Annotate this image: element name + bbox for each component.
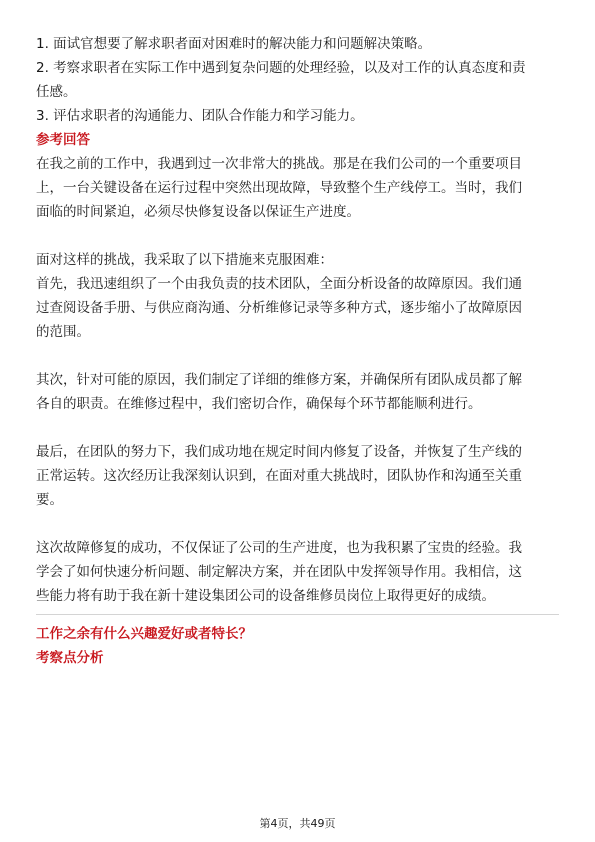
answer-line: 面对这样的挑战，我采取了以下措施来克服困难： — [36, 252, 333, 268]
answer-line: 这次故障修复的成功，不仅保证了公司的生产进度，也为我积累了宝贵的经验。我 — [36, 540, 522, 556]
answer-line: 各自的职责。在维修过程中，我们密切合作，确保每个环节都能顺利进行。 — [36, 396, 482, 412]
answer-line: 在我之前的工作中，我遇到过一次非常大的挑战。那是在我们公司的一个重要项目 — [36, 156, 522, 172]
paragraph-gap — [36, 416, 559, 440]
answer-line: 首先，我迅速组织了一个由我负责的技术团队，全面分析设备的故障原因。我们通 — [36, 276, 522, 292]
next-section-heading: 考察点分析 — [36, 650, 104, 666]
answer-line: 要。 — [36, 492, 63, 508]
answer-paragraph — [36, 440, 559, 512]
answer-line: 上，一台关键设备在运行过程中突然出现故障，导致整个生产线停工。当时，我们 — [36, 180, 522, 196]
exam-point-line: 2. 考察求职者在实际工作中遇到复杂问题的处理经验，以及对工作的认真态度和责 — [36, 60, 526, 76]
exam-point-line: 3. 评估求职者的沟通能力、团队合作能力和学习能力。 — [36, 108, 364, 124]
answer-line: 其次，针对可能的原因，我们制定了详细的维修方案，并确保所有团队成员都了解 — [36, 372, 522, 388]
answer-line: 面临的时间紧迫，必须尽快修复设备以保证生产进度。 — [36, 204, 360, 220]
section-divider — [36, 614, 559, 615]
paragraph-gap — [36, 512, 559, 536]
paragraph-gap — [36, 344, 559, 368]
answer-line: 正常运转。这次经历让我深刻认识到，在面对重大挑战时，团队协作和沟通至关重 — [36, 468, 522, 484]
next-question-title: 工作之余有什么兴趣爱好或者特长？ — [36, 626, 252, 642]
answer-line: 过查阅设备手册、与供应商沟通、分析维修记录等多种方式，逐步缩小了故障原因 — [36, 300, 522, 316]
page-content — [36, 32, 559, 670]
answer-heading: 参考回答 — [36, 132, 90, 148]
answer-paragraph — [36, 152, 559, 224]
page-number-footer: 第4页，共49页 — [259, 817, 336, 830]
answer-paragraph — [36, 536, 559, 608]
exam-point-line: 1. 面试官想要了解求职者面对困难时的解决能力和问题解决策略。 — [36, 36, 432, 52]
answer-line: 最后，在团队的努力下，我们成功地在规定时间内修复了设备，并恢复了生产线的 — [36, 444, 522, 460]
answer-line: 学会了如何快速分析问题、制定解决方案，并在团队中发挥领导作用。我相信，这 — [36, 564, 522, 580]
answer-paragraph — [36, 368, 559, 416]
exam-point-line: 任感。 — [36, 84, 77, 100]
answer-line: 的范围。 — [36, 324, 90, 340]
answer-line: 些能力将有助于我在新十建设集团公司的设备维修员岗位上取得更好的成绩。 — [36, 588, 495, 604]
answer-paragraph — [36, 248, 559, 344]
exam-points-list — [36, 32, 559, 128]
paragraph-gap — [36, 224, 559, 248]
